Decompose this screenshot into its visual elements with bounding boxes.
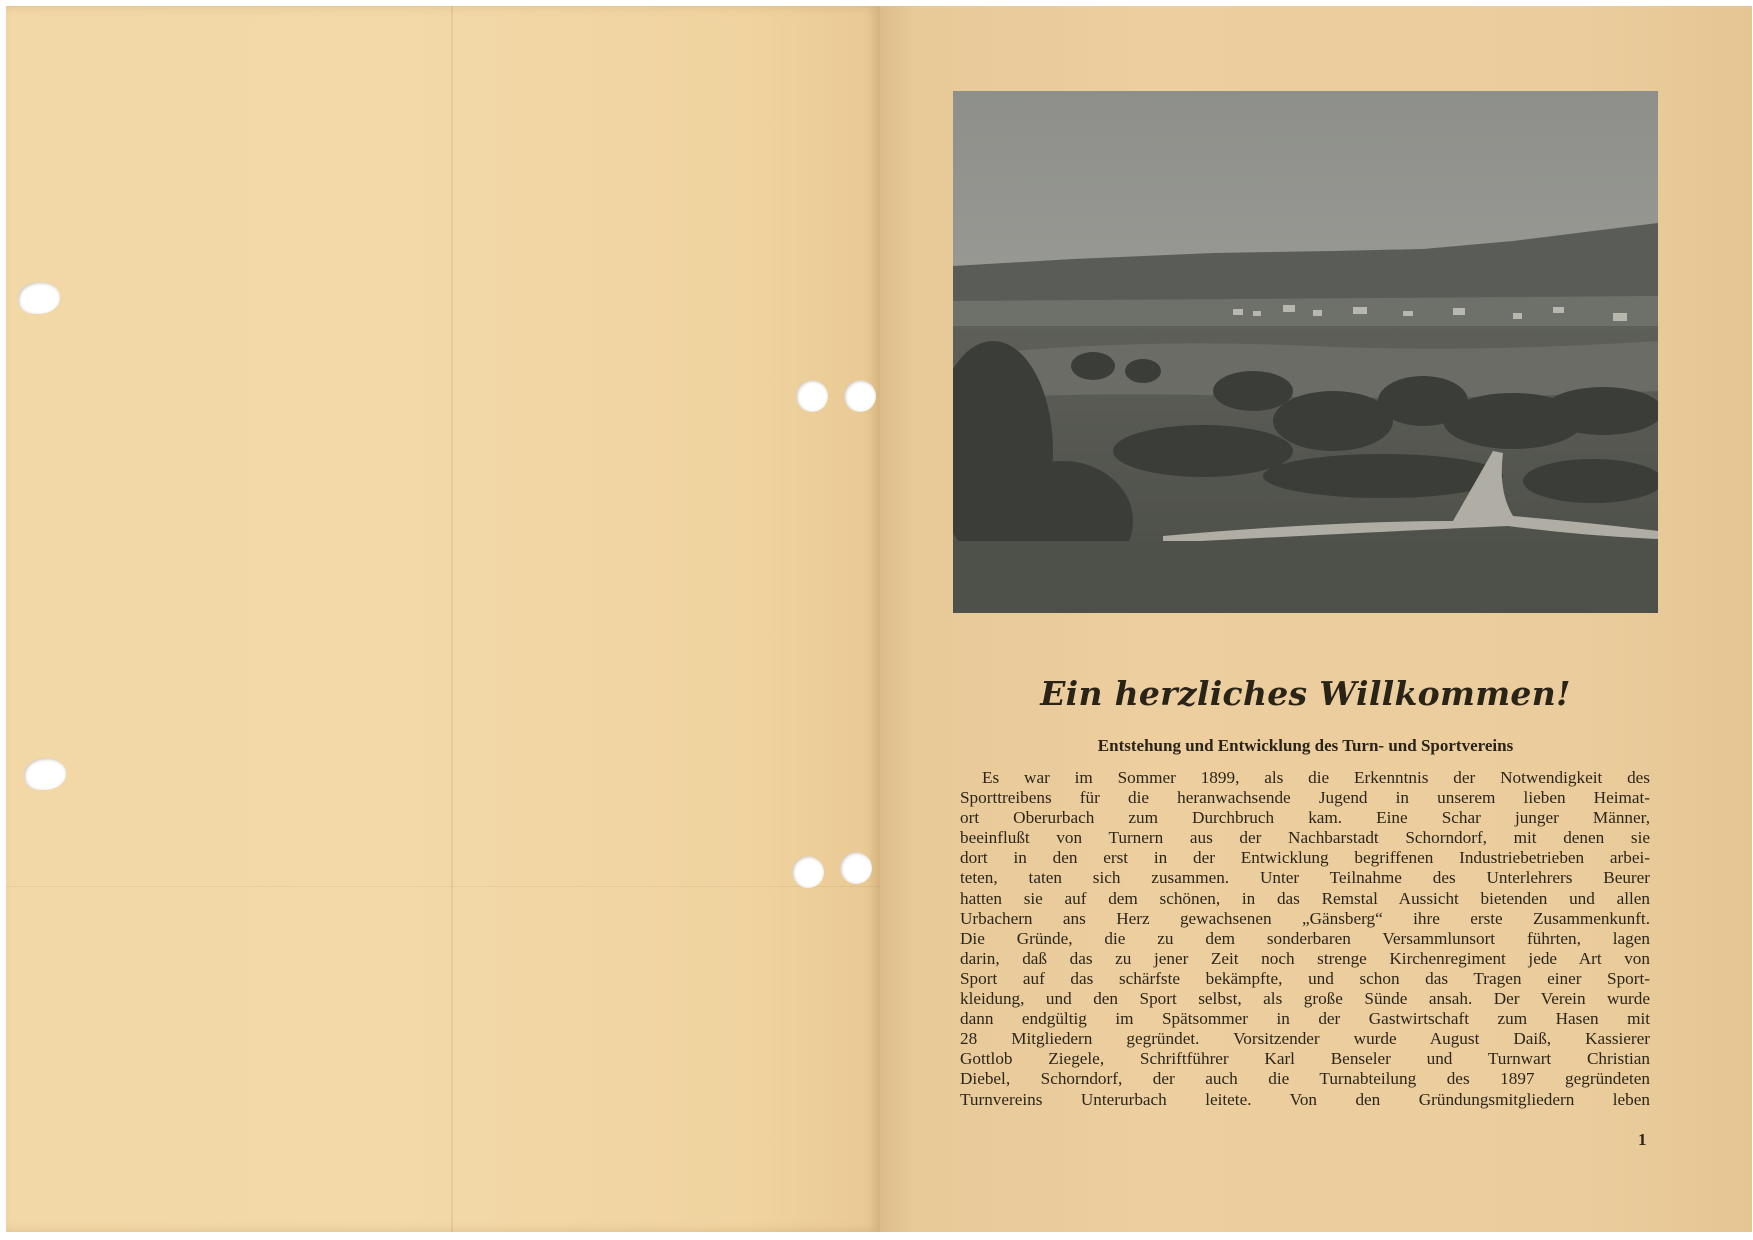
page-title: Ein herzliches Willkommen! (1040, 674, 1571, 713)
punch-hole-icon (792, 856, 824, 888)
punch-hole-icon (796, 380, 828, 412)
text-line: Urbachern ans Herz gewachsenen „Gänsberg“ ihre erste Zusammenkunft. (960, 908, 1650, 928)
text-line: 28 Mitgliedern gegründet. Vorsitzender wurde August Daiß, Kassierer (960, 1029, 1650, 1049)
fold-crease (6, 886, 880, 887)
fold-crease (451, 6, 453, 1232)
text-line: Sporttreibens für die heranwachsende Jugend in unserem lieben Heimat- (960, 788, 1650, 808)
text-line: hatten sie auf dem schönen, in das Remstal Aussicht bietenden und allen (960, 888, 1650, 908)
landscape-photo-icon (953, 91, 1658, 613)
text-line: dort in den erst in der Entwicklung begriffenen Industriebetrieben arbei- (960, 848, 1650, 868)
torn-punch-hole-icon (18, 282, 60, 314)
booklet-spread (6, 6, 1752, 1232)
text-line: Es war im Sommer 1899, als die Erkenntnis der Notwendigkeit des (982, 768, 1650, 787)
text-line: teten, taten sich zusammen. Unter Teilnahme des Unterlehrers Beurer (960, 868, 1650, 888)
punch-hole-icon (844, 380, 876, 412)
text-line: darin, daß das zu jener Zeit noch strenge Kirchenregiment jede Art von (960, 948, 1650, 968)
text-line: kleidung, und den Sport selbst, als große Sünde ansah. Der Verein wurde (960, 989, 1650, 1009)
left-page-blank (6, 6, 880, 1232)
torn-punch-hole-icon (24, 758, 66, 790)
article-body (960, 768, 1650, 1110)
landscape-photo (953, 91, 1658, 613)
right-page (880, 6, 1752, 1232)
text-line: Turnvereins Unterurbach leitete. Von den Gründungsmitgliedern leben (960, 1089, 1650, 1109)
text-line: Die Gründe, die zu dem sonderbaren Versammlunsort führten, lagen (960, 928, 1650, 948)
text-line: Diebel, Schorndorf, der auch die Turnabteilung des 1897 gegründeten (960, 1069, 1650, 1089)
text-line: Sport auf das schärfste bekämpfte, und schon das Tragen einer Sport- (960, 968, 1650, 988)
page-number: 1 (1638, 1130, 1647, 1149)
text-line: ort Oberurbach zum Durchbruch kam. Eine Schar junger Männer, (960, 808, 1650, 828)
text-line: beeinflußt von Turnern aus der Nachbarstadt Schorndorf, mit denen sie (960, 828, 1650, 848)
text-line: Gottlob Ziegele, Schriftführer Karl Benseler und Turnwart Christian (960, 1049, 1650, 1069)
punch-hole-icon (840, 852, 872, 884)
text-line: dann endgültig im Spätsommer in der Gastwirtschaft zum Hasen mit (960, 1009, 1650, 1029)
section-heading: Entstehung und Entwicklung des Turn- und Sportvereins (1097, 736, 1514, 755)
